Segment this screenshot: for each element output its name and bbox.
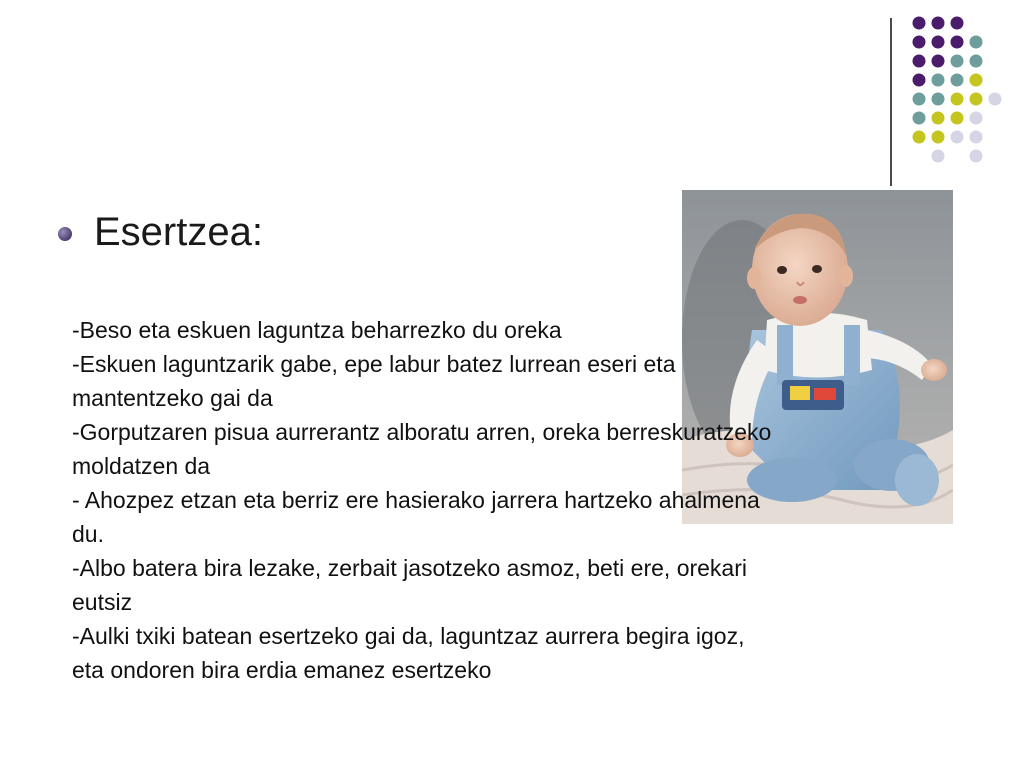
decorative-dot	[913, 36, 926, 49]
decorative-dot	[932, 36, 945, 49]
decorative-dot	[913, 74, 926, 87]
slide-heading: Esertzea:	[94, 210, 263, 254]
body-line: -Gorputzaren pisua aurrerantz alboratu arren, oreka berreskuratzeko	[72, 419, 772, 445]
body-line: mantentzeko gai da	[72, 385, 273, 411]
decorative-dot	[951, 36, 964, 49]
decorative-dot	[970, 74, 983, 87]
decorative-dot	[951, 74, 964, 87]
body-line: du.	[72, 521, 104, 547]
decorative-dot	[932, 74, 945, 87]
decorative-dot	[951, 17, 964, 30]
decorative-dot	[913, 112, 926, 125]
decorative-dot	[932, 112, 945, 125]
decorative-dot	[913, 131, 926, 144]
decorative-dot	[970, 93, 983, 106]
body-line: eta ondoren bira erdia emanez esertzeko	[72, 657, 492, 683]
decorative-dot	[913, 17, 926, 30]
decorative-dot	[932, 131, 945, 144]
body-line: moldatzen da	[72, 453, 211, 479]
decorative-dot	[951, 93, 964, 106]
body-line: -Beso eta eskuen laguntza beharrezko du oreka	[72, 317, 562, 343]
decorative-dot	[970, 112, 983, 125]
slide-body	[72, 313, 952, 687]
body-line: -Aulki txiki batean esertzeko gai da, laguntzaz aurrera begira igoz,	[72, 623, 745, 649]
bullet-item	[58, 208, 263, 256]
body-line: -Albo batera bira lezake, zerbait jasotzeko asmoz, beti ere, orekari	[72, 555, 747, 581]
decorative-dot	[951, 131, 964, 144]
bullet-icon	[58, 227, 72, 241]
decorative-dot	[951, 112, 964, 125]
decorative-dot	[970, 55, 983, 68]
decorative-dot	[970, 36, 983, 49]
decorative-dot	[913, 55, 926, 68]
decorative-dot	[951, 55, 964, 68]
decorative-dot	[970, 131, 983, 144]
body-line: -Eskuen laguntzarik gabe, epe labur batez lurrean eseri eta	[72, 351, 676, 377]
divider-line	[890, 18, 892, 186]
decorative-dot-grid	[0, 0, 1024, 200]
body-line: - Ahozpez etzan eta berriz ere hasierako jarrera hartzeko ahalmena	[72, 487, 760, 513]
decorative-dot	[913, 93, 926, 106]
decorative-dot	[932, 93, 945, 106]
decorative-dot	[989, 93, 1002, 106]
decorative-dot	[932, 150, 945, 163]
decorative-dot	[970, 150, 983, 163]
body-line: eutsiz	[72, 589, 133, 615]
decorative-dot	[932, 55, 945, 68]
decorative-dot	[932, 17, 945, 30]
